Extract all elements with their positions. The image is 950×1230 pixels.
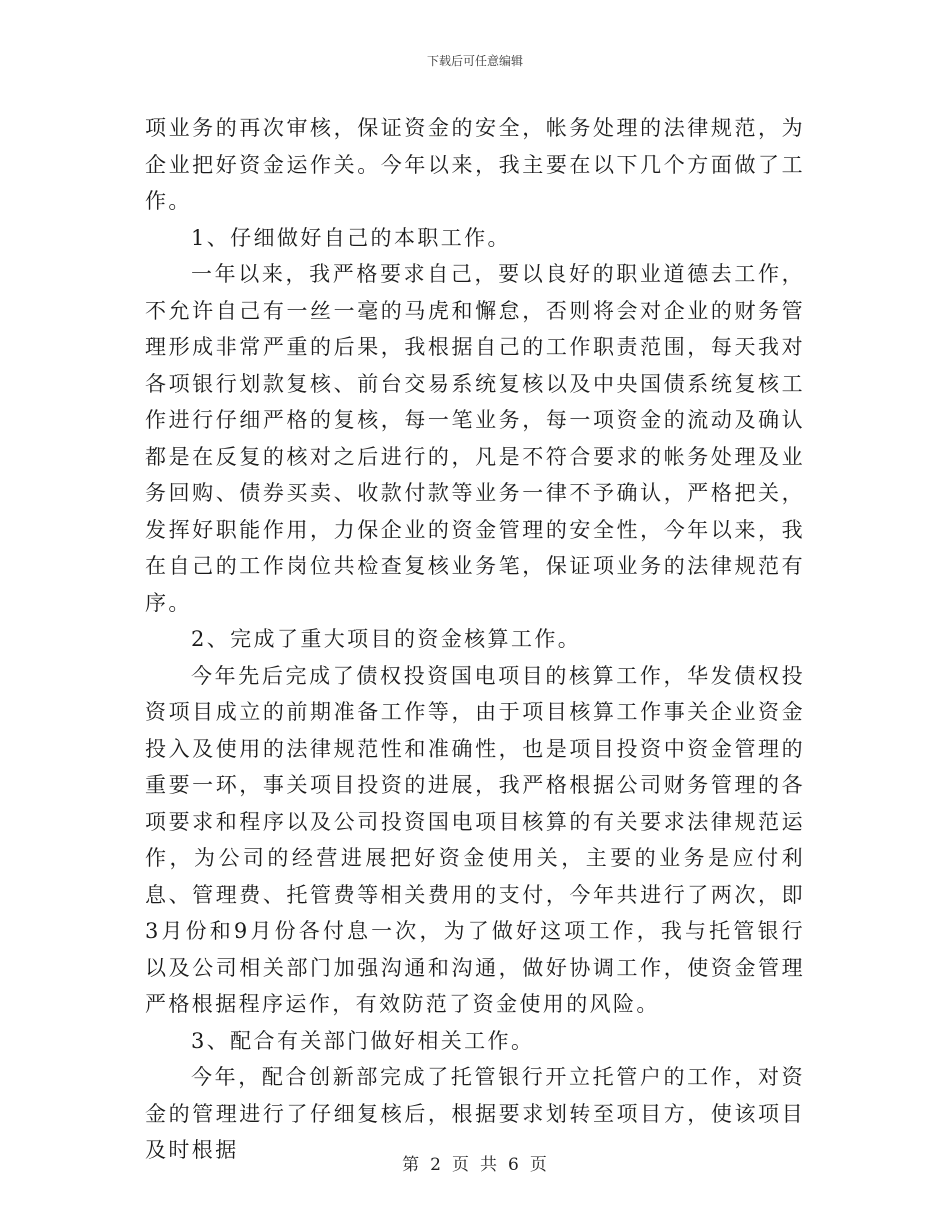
section-heading-3: 3、配合有关部门做好相关工作。	[191, 1028, 535, 1053]
footer-label-page: 第	[402, 1155, 421, 1175]
section-heading-1: 1、仔细做好自己的本职工作。	[191, 225, 511, 250]
paragraph-continuation: 项业务的再次审核，保证资金的安全，帐务处理的法律规范，为企业把好资金运作关。今年以来，我主要在以下几个方面做了工作。	[145, 116, 805, 213]
footer-label-unit: 页	[452, 1155, 470, 1175]
footer-current-page: 2	[430, 1155, 442, 1175]
document-body	[145, 110, 805, 1169]
section-heading-2: 2、完成了重大项目的资金核算工作。	[191, 627, 582, 651]
paragraph-section-3: 今年，配合创新部完成了托管银行开立托管户的工作，对资金的管理进行了仔细复核后，根据要求划转至项目方，使该项目及时根据	[145, 1065, 805, 1162]
page-header: 下载后可任意编辑	[426, 54, 523, 68]
footer-total-pages: 6	[508, 1155, 520, 1175]
footer-label-total: 共	[480, 1155, 498, 1175]
footer-label-unit2: 页	[529, 1155, 548, 1175]
page-number-footer	[0, 1150, 950, 1175]
paragraph-section-2: 今年先后完成了债权投资国电项目的核算工作，华发债权投资项目成立的前期准备工作等，由于项目核算工作事关企业资金投入及使用的法律规范性和准确性，也是项目投资中资金管理的重要一环，事关项目投资的进展，我严格根据公司财务管理的各项要求和程序以及公司投资国电项目核算的有关要求法律规范运作，为公司的经营进展把好资金使用关，主要的业务是应付利息、管理费、托管费等相关费用的支付，今年共进行了两次，即3月份和9月份各付息一次，为了做好这项工作，我与托管银行以及公司相关部门加强沟通和沟通，做好协调工作，使资金管理严格根据程序运作，有效防范了资金使用的风险。	[145, 663, 805, 1016]
paragraph-section-1: 一年以来，我严格要求自己，要以良好的职业道德去工作，不允许自己有一丝一毫的马虎和懈怠，否则将会对企业的财务管理形成非常严重的后果，我根据自己的工作职责范围，每天我对各项银行划款复核、前台交易系统复核以及中央国债系统复核工作进行仔细严格的复核，每一笔业务，每一项资金的流动及确认都是在反复的核对之后进行的，凡是不符合要求的帐务处理及业务回购、债券买卖、收款付款等业务一律不予确认，严格把关，发挥好职能作用，力保企业的资金管理的安全性，今年以来，我在自己的工作岗位共检查复核业务笔，保证项业务的法律规范有序。	[145, 262, 805, 615]
